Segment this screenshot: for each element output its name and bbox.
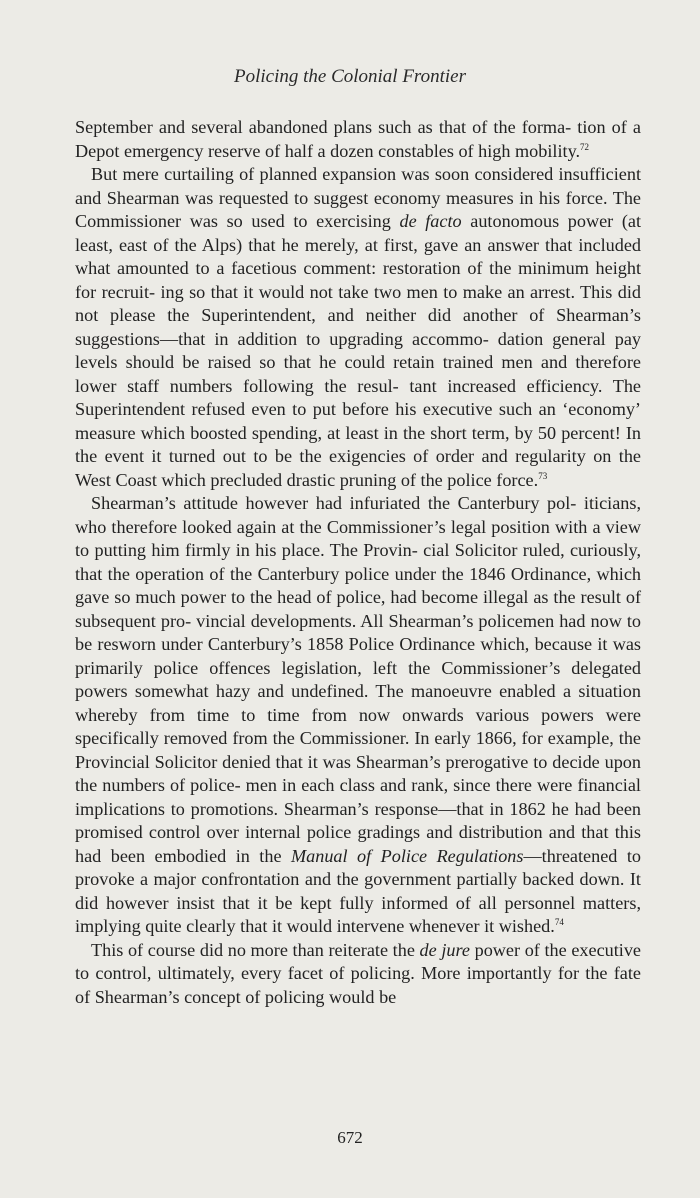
paragraph: [75, 163, 641, 492]
paragraph-text: But mere curtailing of planned expansion was soon considered insufficient and Shearman was requested to suggest economy measures in his force. The Commissioner was so used to exercising: [75, 164, 641, 231]
paragraph: [75, 939, 641, 1010]
italic-term: de jure: [419, 939, 470, 960]
paragraph: [75, 492, 641, 939]
italic-term: de facto: [399, 211, 462, 231]
italic-title: Manual of Police Regulations: [291, 845, 524, 866]
paragraph-text: This of course did no more than reiterate the: [91, 939, 415, 960]
paragraph-text: power of the executive to control, ultimately, every facet of policing. More importantly for the fate of Shearman’s concept of policing would be: [75, 939, 642, 1007]
running-head: Policing the Colonial Frontier: [233, 66, 467, 87]
footnote-ref: 74: [554, 917, 564, 927]
paragraph-text: Shearman’s attitude however had infuriated the Canterbury pol- iticians, who therefore looked again at the Commissioner’s legal position with a view to putting him firmly in his place. The Provin- cial Solicitor ruled, curiously, that the operation of the Canterbury police under the 1846 Ordinance, which gave so much power to the head of police, had become illegal as the result of subsequent pro- vincial developments. All Shearman’s policemen had now to be resworn under Canterbury’s 1858 Police Ordinance which, because it was primarily police offences legislation, left the Commissioner’s delegated powers somewhat hazy and undefined. The manoeuvre enabled a situation whereby from time to time from now onwards various powers were specifically removed from the Commissioner. In early 1866, for example, the Provincial Solicitor denied that it was Shearman’s prerogative to decide upon the numbers of police- men in each class and rank, since there were financial implications to promotions. Shearman’s response—that in 1862 he had been promised control over internal police gradings and distribution and that this had been embodied in the: [75, 493, 641, 866]
paragraph-text: autonomous power (at least, east of the Alps) that he merely, at first, gave an answer that included what amounted to a facetious comment: restoration of the minimum height for recruit- ing so that it would not take two men to make an arrest. This did not please the Superintendent, and neither did another of Shearman’s suggestions—that in addition to upgrading accommo- dation general pay levels should be raised so that he could retain trained men and therefore lower staff numbers following the resul- tant increased efficiency. The Superintendent refused even to put before his executive such an ‘economy’ measure which boosted spending, at least in the short term, by 50 percent! In the event it turned out to be the exigencies of order and regularity on the West Coast which precluded drastic pruning of the police force.: [75, 211, 642, 490]
footnote-ref: 73: [538, 470, 548, 481]
body-text: [75, 116, 641, 1009]
paragraph-text: September and several abandoned plans such as that of the forma- tion of a Depot emergency reserve of half a dozen constables of high mobility.: [75, 117, 641, 161]
page-number: 672: [337, 1128, 363, 1147]
paragraph-text: —threatened to provoke a major confrontation and the government partially backed down. It did however insist that it be kept fully informed of all personnel matters, implying quite clearly that it would intervene whenever it wished.: [75, 845, 641, 936]
paragraph: [75, 116, 641, 163]
footnote-ref: 72: [580, 141, 590, 152]
